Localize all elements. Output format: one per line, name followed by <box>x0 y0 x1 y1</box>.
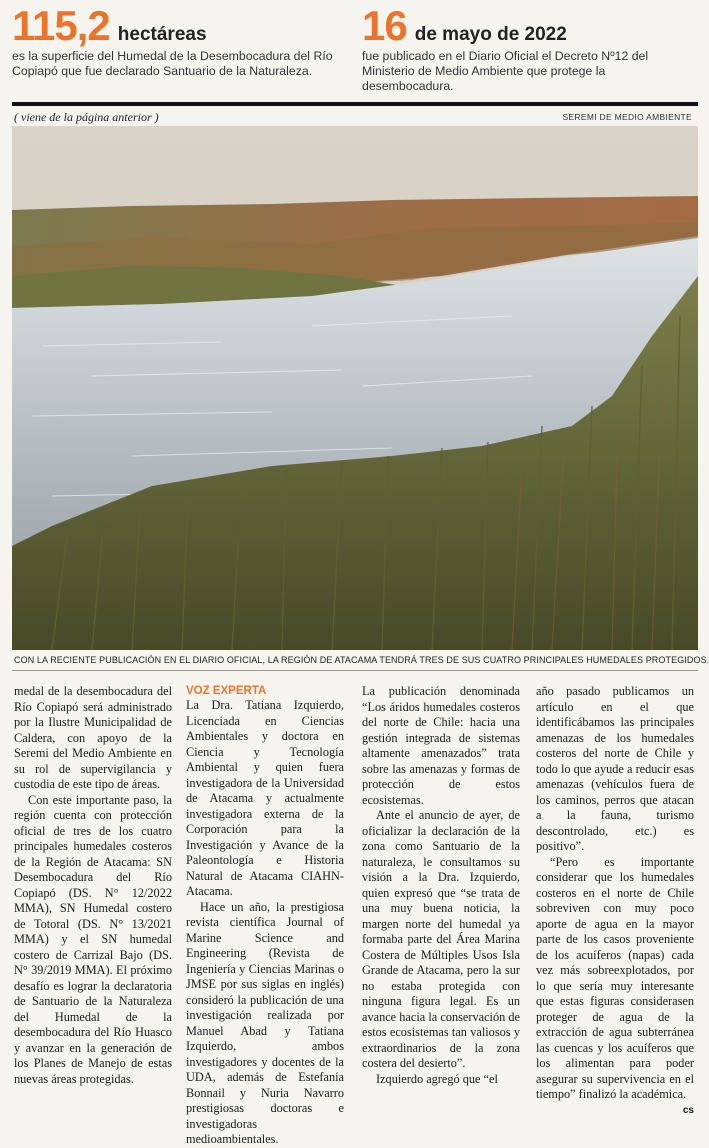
stat-area <box>12 2 342 79</box>
continued-label: ( viene de la página anterior ) <box>14 110 159 124</box>
paragraph: Con este importante paso, la región cuenta con protección oficial de tres de los cuatro principales humedales costeros de la Región de Atacama: SN Desembocadura del Río Copiapó (DS. N° 12/2022 MMA), SN Humedal costero de Totoral (DS. N° 13/2021 MMA) y el SN humedal costero de Carrizal Bajo (DS. N° 39/2019 MMA). El próximo desafío es lograr la declaratoria de Santuario de la Naturaleza del Humedal de la desembocadura del Río Huasco y avanzar en la generación de los Planes de Manejo de estas nuevas áreas protegidas. <box>14 792 172 1086</box>
photo-caption: CON LA RECIENTE PUBLICACIÓN EN EL DIARIO OFICIAL, LA REGIÓN DE ATACAMA TENDRÁ TRES DE SUS CUATRO PRINCIPALES HUMEDALES PROTEGIDOS. <box>14 655 709 665</box>
paragraph: Ante el anuncio de ayer, de oficializar la declaración de la zona como Santuario de la naturaleza, le consultamos su visión a la Dra. Izquierdo, quien expresó que “se trata de una muy buena noticia, la margen norte del humedal ya formaba parte del Área Marina Costera de Múltiples Usos Isla Grande de Atacama, pero la sur no estaba protegida con ninguna figura legal. Es un avance hacia la conservación de estos ecosistemas tan valiosos y extraordinarios de la zona costera del desierto”. <box>362 808 520 1070</box>
article-column-1 <box>14 684 172 1087</box>
section-divider <box>12 102 698 106</box>
stat-area-text: es la superficie del Humedal de la Desembocadura del Río Copiapó que fue declarado Santuario de la Naturaleza. <box>12 49 333 78</box>
paragraph: Hace un año, la prestigiosa revista científica Journal of Marine Science and Engineering (Revista de Ingeniería y Ciencias Marinas o JMSE por sus siglas en inglés) consideró la publicación de una investigación realizada por Manuel Abad y Tatiana Izquierdo, ambos investigadores y docentes de la UDA, además de Estefanía Bonnail y Nuria Navarro prestigiosas doctoras e investigadoras medioambientales. <box>186 899 344 1146</box>
paragraph: medal de la desembocadura del Río Copiapó será administrado por la Ilustre Municipalidad de Caldera, con apoyo de la Seremi del Medio Ambiente en su rol de supervigilancia y custodia de este tipo de áreas. <box>14 684 172 791</box>
article-column-3 <box>362 684 520 1087</box>
section-kicker: VOZ EXPERTA <box>186 685 267 697</box>
paragraph: La publicación denominada “Los áridos humedales costeros del norte de Chile: hacia una gestión integrada de sistemas altamente amenazados” trata sobre las amenazas y formas de protección de estos ecosistemas. <box>362 684 520 807</box>
stat-area-number: 115,2 <box>12 2 110 49</box>
stat-date-text: fue publicado en el Diario Oficial el Decreto Nº12 del Ministerio de Medio Ambiente que protege la desembocadura. <box>362 49 649 93</box>
stat-date-unit: de mayo de 2022 <box>414 24 567 45</box>
article-column-4 <box>536 684 694 1118</box>
caption-divider <box>12 670 698 671</box>
paragraph: La Dra. Tatiana Izquierdo, Licenciada en Ciencias Ambientales y doctora en Ciencia y Tecnología Ambiental y quien fuera investigadora de la Universidad de Atacama y actualmente investigadora externa de la Corporación para la Investigación y Avance de la Paleontología e Historia Natural de Atacama CIAHN-Atacama. <box>186 698 344 898</box>
stat-date-number: 16 <box>362 2 407 49</box>
paragraph-text: “Pero es importante considerar que los humedales costeros en el norte de Chile sobreviven con muy poco aporte de agua en la mayor parte de los casos proveniente de los acuíferos (napas) cada vez más sobreexplotados, por lo que sería muy interesante que estas figuras considerasen proteger de agua de la extracción de agua subterránea las cuencas y los acuíferos que los alimentan para poder asegurar su supervivencia en el tiempo” finalizó la académica. <box>536 854 694 1101</box>
end-mark: cs <box>682 1104 694 1116</box>
paragraph: Izquierdo agregó que “el <box>376 1071 498 1086</box>
stats-strip <box>0 0 700 104</box>
stat-area-unit: hectáreas <box>117 24 207 45</box>
stat-date <box>362 2 692 94</box>
article-column-2 <box>186 684 344 1148</box>
wetland-photo <box>12 126 698 650</box>
paragraph: año pasado publicamos un artículo en el que identificábamos las principales amenazas de los humedales costeros del norte de Chile y todo lo que ayude a reducir esas amenazas (vehículos fuera de los caminos, perros que atacan a la fauna, turismo descontrolado, etc.) es positivo”. <box>536 684 694 853</box>
paragraph <box>536 854 694 1116</box>
photo-credit: SEREMI DE MEDIO AMBIENTE <box>562 112 692 122</box>
